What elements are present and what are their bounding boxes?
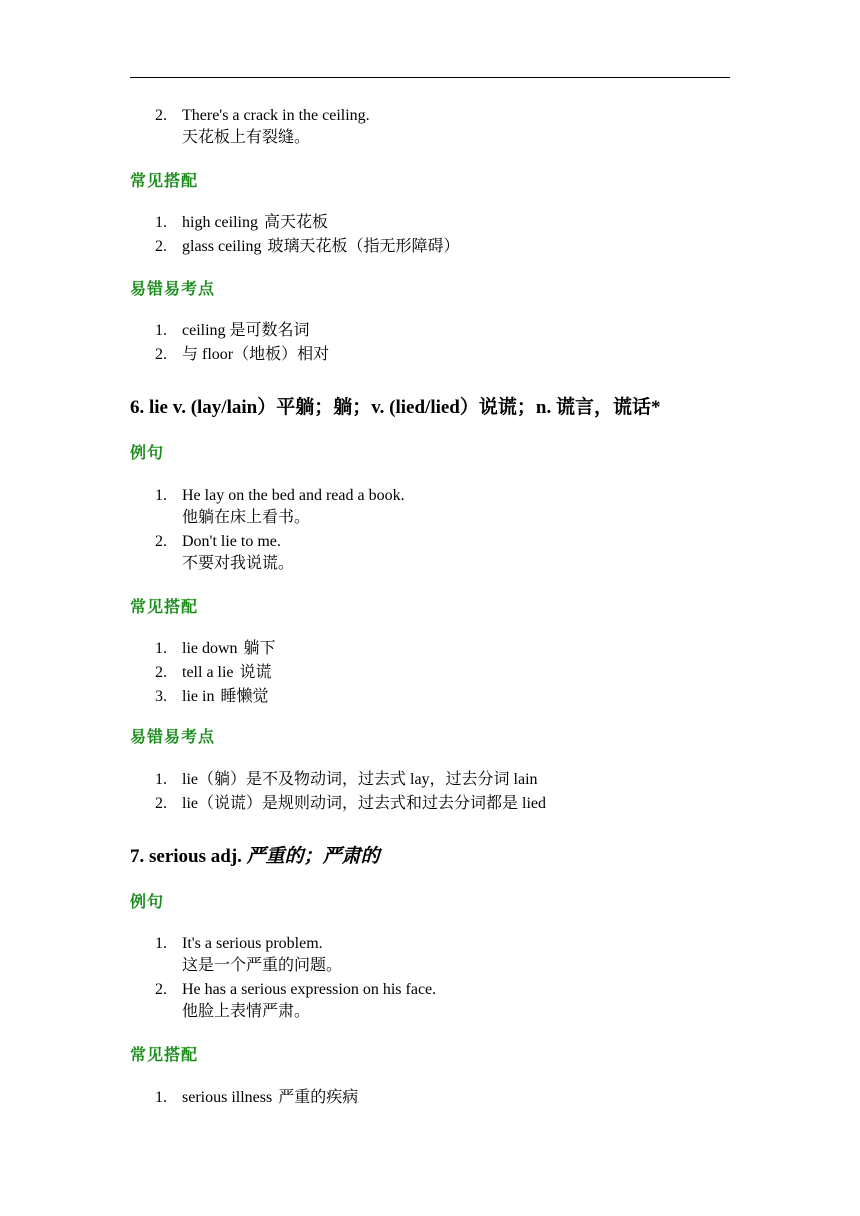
lie-examples-list <box>130 485 405 577</box>
ceiling-pitfalls-list <box>130 320 329 368</box>
example-en: He has a serious expression on his face. <box>182 981 437 998</box>
lie-pitfalls-list <box>130 769 546 817</box>
item-number: 1. <box>155 1089 167 1106</box>
entry-word: 7. serious adj. <box>130 846 242 867</box>
collocation-zh: 玻璃天花板（指无形障碍） <box>267 238 460 255</box>
entry-heading-lie: 6. lie v. (lay/lain）平躺；躺；v. (lied/lied）说谎；n. 谎言，谎话* <box>130 397 661 418</box>
item-number: 1. <box>155 771 167 788</box>
item-number: 2. <box>155 981 167 998</box>
pitfall-text: 与 floor（地板）相对 <box>182 346 330 363</box>
item-number: 2. <box>155 107 167 124</box>
list-item <box>130 793 546 815</box>
item-number: 1. <box>155 487 167 504</box>
example-zh: 他脸上表情严肃。 <box>182 1003 311 1020</box>
item-number: 1. <box>155 640 167 657</box>
pitfall-text: lie（躺）是不及物动词，过去式 lay，过去分词 lain <box>182 771 538 788</box>
lie-collocations-list <box>130 638 276 710</box>
item-number: 1. <box>155 322 167 339</box>
header-rule <box>130 77 730 78</box>
list-item <box>130 105 370 149</box>
pitfall-text: ceiling 是可数名词 <box>182 322 310 339</box>
list-item <box>130 344 329 366</box>
example-zh: 天花板上有裂缝。 <box>182 129 311 146</box>
example-zh: 不要对我说谎。 <box>182 555 295 572</box>
entry-meaning: 严重的；严肃的 <box>246 846 380 867</box>
serious-collocations-list <box>130 1087 358 1111</box>
collocation-en: lie in <box>182 688 215 705</box>
ceiling-collocations-label: 常见搭配 <box>130 171 199 190</box>
item-number: 2. <box>155 664 167 681</box>
example-zh: 他躺在床上看书。 <box>182 509 311 526</box>
item-number: 2. <box>155 238 167 255</box>
item-number: 2. <box>155 533 167 550</box>
serious-examples-list <box>130 933 436 1025</box>
list-item <box>130 236 460 258</box>
list-item <box>130 1087 358 1109</box>
list-item <box>130 212 460 234</box>
list-item <box>130 686 276 708</box>
list-item <box>130 979 436 1023</box>
item-number: 1. <box>155 214 167 231</box>
ceiling-examples-list <box>130 105 370 151</box>
lie-collocations-label: 常见搭配 <box>130 597 199 616</box>
list-item <box>130 933 436 977</box>
collocation-en: serious illness <box>182 1089 273 1106</box>
ceiling-pitfalls-label: 易错易考点 <box>130 279 216 298</box>
list-item <box>130 662 276 684</box>
lie-pitfalls-label: 易错易考点 <box>130 727 216 746</box>
list-item <box>130 769 546 791</box>
collocation-en: glass ceiling <box>182 238 262 255</box>
collocation-zh: 说谎 <box>239 664 272 681</box>
serious-collocations-label: 常见搭配 <box>130 1045 199 1064</box>
pitfall-text: lie（说谎）是规则动词，过去式和过去分词都是 lied <box>182 795 546 812</box>
list-item <box>130 485 405 529</box>
ceiling-collocations-list <box>130 212 460 260</box>
list-item <box>130 531 405 575</box>
list-item <box>130 638 276 660</box>
collocation-en: tell a lie <box>182 664 234 681</box>
entry-heading-serious <box>130 844 380 870</box>
collocation-zh: 严重的疾病 <box>278 1089 359 1106</box>
example-zh: 这是一个严重的问题。 <box>182 957 343 974</box>
collocation-zh: 高天花板 <box>263 214 328 231</box>
serious-examples-label: 例句 <box>130 892 165 911</box>
item-number: 1. <box>155 935 167 952</box>
example-en: There's a crack in the ceiling. <box>182 107 370 124</box>
example-en: He lay on the bed and read a book. <box>182 487 405 504</box>
example-en: Don't lie to me. <box>182 533 281 550</box>
example-en: It's a serious problem. <box>182 935 323 952</box>
collocation-en: high ceiling <box>182 214 258 231</box>
list-item <box>130 320 329 342</box>
item-number: 3. <box>155 688 167 705</box>
collocation-en: lie down <box>182 640 238 657</box>
collocation-zh: 睡懒觉 <box>220 688 269 705</box>
item-number: 2. <box>155 346 167 363</box>
item-number: 2. <box>155 795 167 812</box>
lie-examples-label: 例句 <box>130 443 165 462</box>
collocation-zh: 躺下 <box>243 640 276 657</box>
